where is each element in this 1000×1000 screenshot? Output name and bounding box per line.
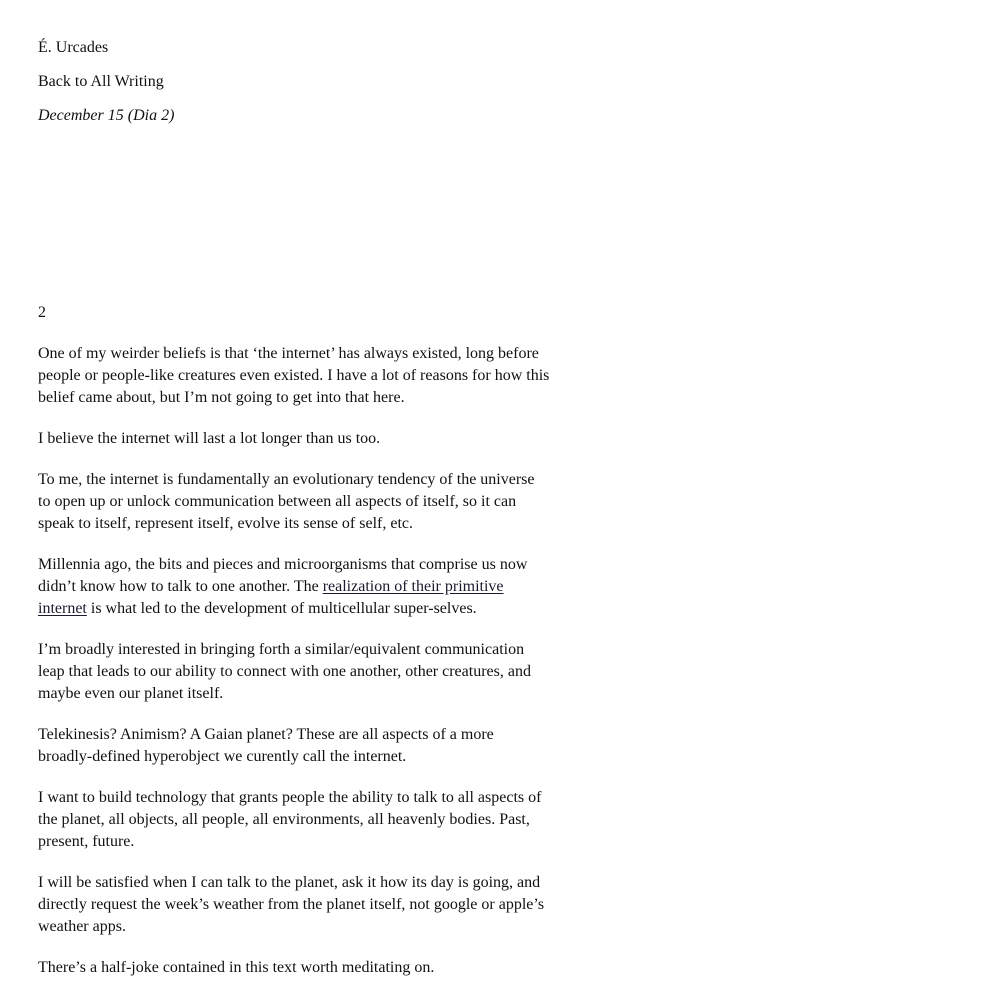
paragraph-4	[38, 554, 550, 620]
back-to-all-writing-link[interactable]: Back to All Writing	[38, 73, 164, 90]
post-number: 2	[38, 304, 46, 321]
primitive-internet-link[interactable]: realization of their primitive internet	[38, 578, 504, 617]
paragraph-4-text-before: Millennia ago, the bits and pieces and microorganisms that comprise us now didn’t know how to talk to one another. The	[38, 556, 528, 595]
paragraph-1: One of my weirder beliefs is that ‘the internet’ has always existed, long before people or people-like creatures even existed. I have a lot of reasons for how this belief came about, but I’m not going to get into that here.	[38, 345, 550, 406]
paragraph-4-text-after: is what led to the development of multicellular super-selves.	[86, 600, 477, 617]
paragraph-9: There’s a half-joke contained in this text worth meditating on.	[38, 959, 435, 976]
paragraph-8: I will be satisfied when I can talk to the planet, ask it how its day is going, and directly request the week’s weather from the planet itself, not google or apple’s weather apps.	[38, 874, 545, 935]
paragraph-7: I want to build technology that grants people the ability to talk to all aspects of the planet, all objects, all people, all environments, all heavenly bodies. Past, present, future.	[38, 789, 542, 850]
post-date: December 15 (Dia 2)	[38, 107, 175, 124]
post-body	[38, 343, 550, 998]
paragraph-2: I believe the internet will last a lot longer than us too.	[38, 430, 381, 447]
paragraph-6: Telekinesis? Animism? A Gaian planet? These are all aspects of a more broadly-defined hyperobject we curently call the internet.	[38, 726, 494, 765]
paragraph-5: I’m broadly interested in bringing forth a similar/equivalent communication leap that leads to our ability to connect with one another, other creatures, and maybe even our planet itself.	[38, 641, 531, 702]
paragraph-3: To me, the internet is fundamentally an evolutionary tendency of the universe to open up or unlock communication between all aspects of itself, so it can speak to itself, represent itself, evolve its sense of self, etc.	[38, 471, 535, 532]
site-name[interactable]: É. Urcades	[38, 39, 109, 56]
